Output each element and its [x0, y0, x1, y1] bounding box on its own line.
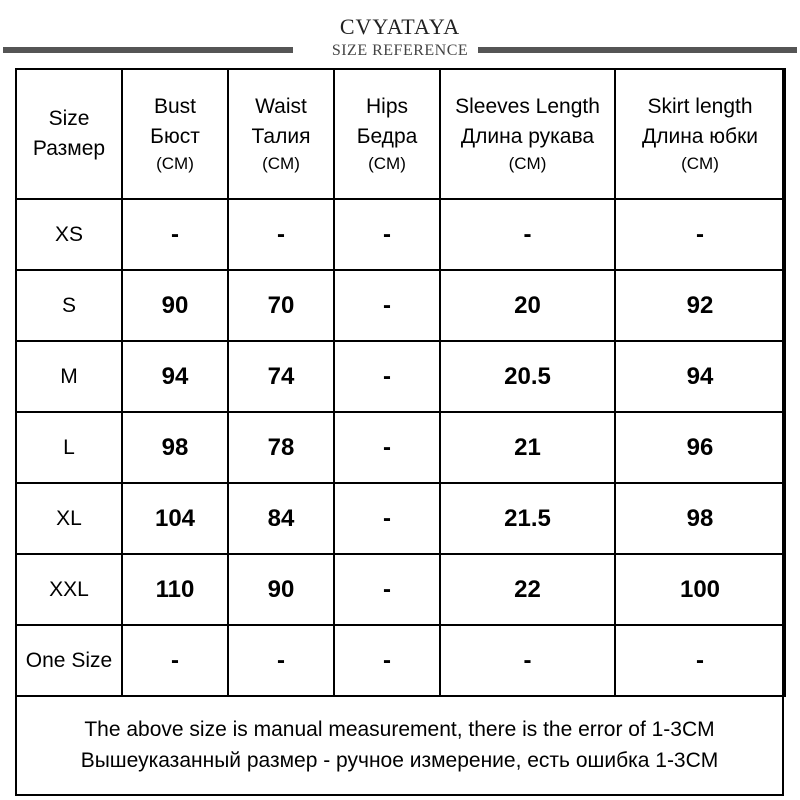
waist-value: -	[228, 199, 334, 270]
table-row	[16, 483, 785, 554]
header-waist: Waist Талия (CM)	[228, 69, 334, 199]
size-reference-subtitle: SIZE REFERENCE	[331, 42, 469, 59]
table-row	[16, 554, 785, 625]
skirt-length-value: 92	[615, 270, 785, 341]
bust-value: 110	[122, 554, 228, 625]
size-label: XXL	[16, 554, 122, 625]
waist-value: 74	[228, 341, 334, 412]
bust-value: 104	[122, 483, 228, 554]
size-label: M	[16, 341, 122, 412]
table-row	[16, 412, 785, 483]
hips-value: -	[334, 412, 440, 483]
waist-value: 84	[228, 483, 334, 554]
hips-value: -	[334, 199, 440, 270]
sleeves-length-value: 20.5	[440, 341, 615, 412]
note-line-english: The above size is manual measurement, there is the error of 1-3CM	[84, 718, 715, 741]
table-row	[16, 625, 785, 696]
sleeves-length-value: -	[440, 625, 615, 696]
sleeves-length-value: 21	[440, 412, 615, 483]
skirt-length-value: 94	[615, 341, 785, 412]
bust-value: -	[122, 625, 228, 696]
bust-value: -	[122, 199, 228, 270]
brand-title: CVYATAYA	[339, 14, 461, 39]
table-header-row	[16, 69, 785, 199]
waist-value: -	[228, 625, 334, 696]
sleeves-length-value: -	[440, 199, 615, 270]
header-rule-right	[478, 47, 797, 53]
hips-value: -	[334, 341, 440, 412]
waist-value: 70	[228, 270, 334, 341]
skirt-length-value: 100	[615, 554, 785, 625]
note-line-russian: Вышеуказанный размер - ручное измерение, есть ошибка 1-3CM	[80, 749, 719, 772]
header-hips: Hips Бедра (CM)	[334, 69, 440, 199]
size-label: XL	[16, 483, 122, 554]
skirt-length-value: 96	[615, 412, 785, 483]
size-label: XS	[16, 199, 122, 270]
hips-value: -	[334, 625, 440, 696]
skirt-length-value: -	[615, 625, 785, 696]
hips-value: -	[334, 554, 440, 625]
bust-value: 98	[122, 412, 228, 483]
skirt-length-value: 98	[615, 483, 785, 554]
size-label: One Size	[16, 625, 122, 696]
size-chart-table	[15, 68, 786, 697]
table-row	[16, 341, 785, 412]
hips-value: -	[334, 483, 440, 554]
size-label: S	[16, 270, 122, 341]
measurement-note	[15, 694, 784, 796]
table-row	[16, 199, 785, 270]
header-skirt-length: Skirt length Длина юбки (CM)	[615, 69, 785, 199]
header-sleeves-length: Sleeves Length Длина рукава (CM)	[440, 69, 615, 199]
sleeves-length-value: 21.5	[440, 483, 615, 554]
bust-value: 94	[122, 341, 228, 412]
size-label: L	[16, 412, 122, 483]
sleeves-length-value: 20	[440, 270, 615, 341]
header-size: Size Размер	[16, 69, 122, 199]
skirt-length-value: -	[615, 199, 785, 270]
header-bust: Bust Бюст (CM)	[122, 69, 228, 199]
waist-value: 90	[228, 554, 334, 625]
bust-value: 90	[122, 270, 228, 341]
waist-value: 78	[228, 412, 334, 483]
sleeves-length-value: 22	[440, 554, 615, 625]
hips-value: -	[334, 270, 440, 341]
table-row	[16, 270, 785, 341]
